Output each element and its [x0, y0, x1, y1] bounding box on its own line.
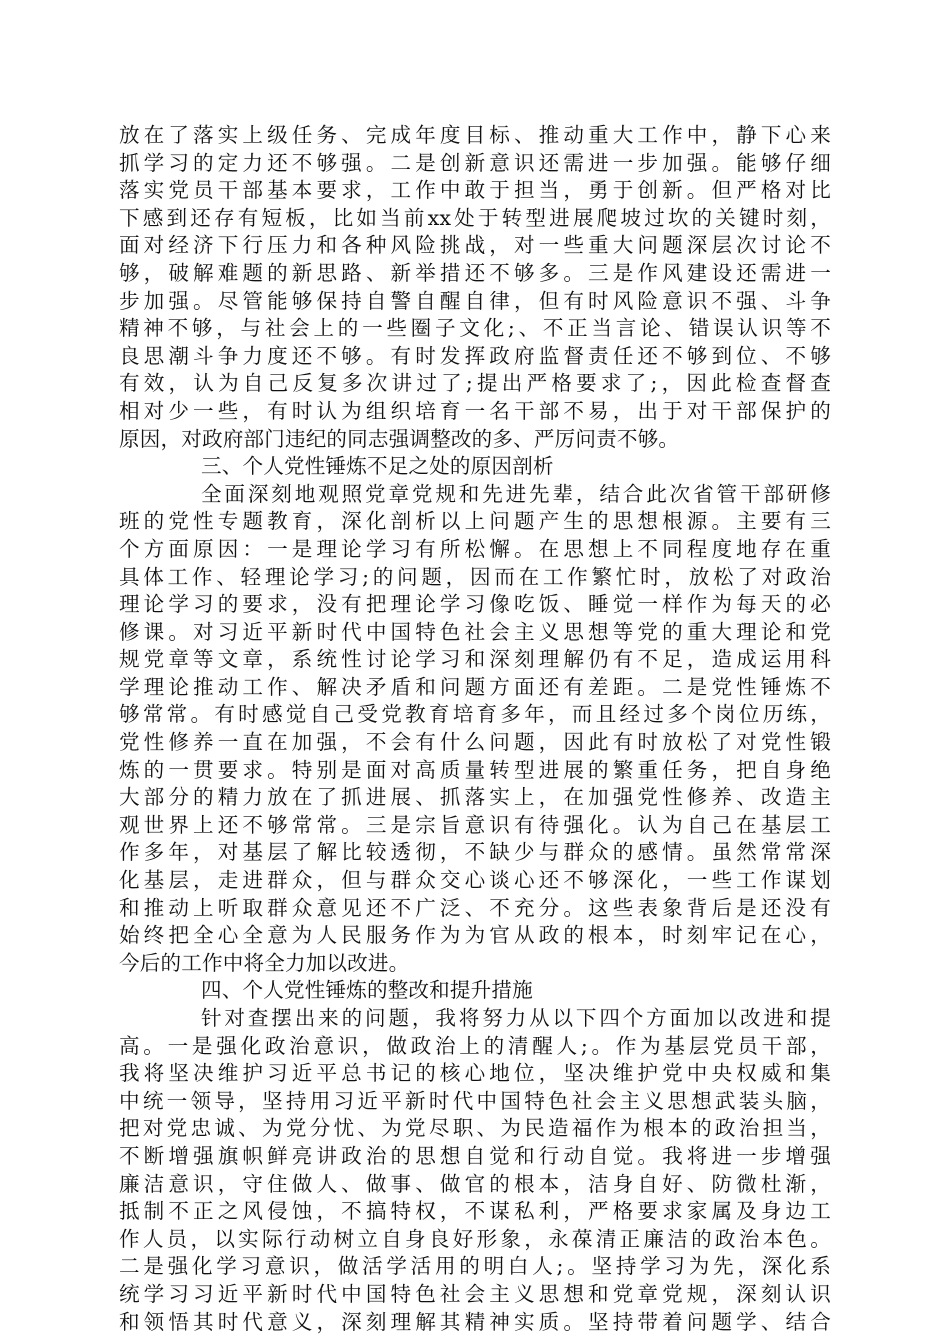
text-line: 够常常。有时感觉自己受党教育培育多年，而且经过多个岗位历练， — [119, 702, 831, 727]
text-line: 抵制不正之风侵蚀，不搞特权，不谋私利，严格要求家属及身边工 — [119, 1199, 831, 1224]
text-line: 个方面原因：一是理论学习有所松懈。在思想上不同程度地存在重 — [119, 536, 831, 561]
text-line: 学理论推动工作、解决矛盾和问题方面还有差距。二是党性锤炼不 — [119, 674, 831, 699]
text-line: 抓学习的定力还不够强。二是创新意识还需进一步加强。能够仔细 — [119, 150, 831, 175]
text-line: 把对党忠诚、为党分忧、为党尽职、为民造福作为根本的政治担当， — [119, 1116, 831, 1141]
text-line: 放在了落实上级任务、完成年度目标、推动重大工作中，静下心来 — [119, 123, 831, 147]
text-line: 良思潮斗争力度还不够。有时发挥政府监督责任还不够到位、不够 — [119, 343, 831, 368]
section-heading: 三、个人党性锤炼不足之处的原因剖析 — [201, 454, 554, 479]
text-line: 大部分的精力放在了抓进展、抓落实上，在加强党性修养、改造主 — [119, 785, 831, 810]
text-line: 具体工作、轻理论学习;的问题，因而在工作繁忙时，放松了对政治 — [119, 564, 831, 589]
section-heading: 四、个人党性锤炼的整改和提升措施 — [201, 978, 533, 1003]
text-line: 高。一是强化政治意识，做政治上的清醒人;。作为基层党员干部， — [119, 1033, 831, 1058]
text-line: 相对少一些，有时认为组织培育一名干部不易，出于对干部保护的 — [119, 398, 831, 423]
text-line: 步加强。尽管能够保持自警自醒自律，但有时风险意识不强、斗争 — [119, 288, 831, 313]
text-line: 规党章等文章，系统性讨论学习和深刻理解仍有不足，造成运用科 — [119, 647, 831, 672]
text-line: 中统一领导，坚持用习近平新时代中国特色社会主义思想武装头脑， — [119, 1088, 831, 1113]
text-line: 炼的一贯要求。特别是面对高质量转型进展的繁重任务，把自身绝 — [119, 757, 831, 782]
text-line: 作人员，以实际行动树立自身良好形象，永葆清正廉洁的政治本色。 — [119, 1226, 831, 1251]
text-line: 廉洁意识，守住做人、做事、做官的根本，洁身自好、防微杜渐， — [119, 1171, 831, 1196]
text-line: 今后的工作中将全力加以改进。 — [119, 950, 410, 975]
text-line: 和领悟其时代意义，深刻理解其精神实质。坚持带着问题学、结合 — [119, 1309, 831, 1334]
document-body — [119, 122, 831, 1336]
text-line: 和推动上听取群众意见还不广泛、不充分。这些表象背后是还没有 — [119, 895, 831, 920]
text-line: 班的党性专题教育，深化剖析以上问题产生的思想根源。主要有三 — [119, 509, 831, 534]
text-line: 针对查摆出来的问题，我将努力从以下四个方面加以改进和提 — [201, 1006, 831, 1030]
text-line: 全面深刻地观照党章党规和先进先辈，结合此次省管干部研修 — [201, 481, 831, 506]
text-line: 我将坚决维护习近平总书记的核心地位，坚决维护党中央权威和集 — [119, 1061, 831, 1086]
text-line: 精神不够，与社会上的一些圈子文化;、不正当言论、错误认识等不 — [119, 316, 831, 341]
text-line: 修课。对习近平新时代中国特色社会主义思想等党的重大理论和党 — [119, 619, 831, 644]
text-line: 落实党员干部基本要求，工作中敢于担当，勇于创新。但严格对比 — [119, 178, 831, 203]
text-line: 下感到还存有短板，比如当前xx处于转型进展爬坡过坎的关键时刻， — [119, 205, 831, 230]
text-line: 始终把全心全意为人民服务作为为官从政的根本，时刻牢记在心， — [119, 923, 831, 948]
text-line: 理论学习的要求，没有把理论学习像吃饭、睡觉一样作为每天的必 — [119, 592, 831, 617]
text-line: 原因，对政府部门违纪的同志强调整改的多、严厉问责不够。 — [119, 426, 680, 451]
text-line: 统学习习近平新时代中国特色社会主义思想和党章党规，深刻认识 — [119, 1281, 831, 1306]
text-line: 党性修养一直在加强，不会有什么问题，因此有时放松了对党性锻 — [119, 730, 831, 755]
text-line: 有效，认为自己反复多次讲过了;提出严格要求了;，因此检查督查 — [119, 371, 831, 396]
text-line: 二是强化学习意识，做活学活用的明白人;。坚持学习为先，深化系 — [119, 1254, 831, 1279]
text-line: 作多年，对基层了解比较透彻，不缺少与群众的感情。虽然常常深 — [119, 840, 831, 865]
text-line: 面对经济下行压力和各种风险挑战，对一些重大问题深层次讨论不 — [119, 233, 831, 258]
text-line: 观世界上还不够常常。三是宗旨意识有待强化。认为自己在基层工 — [119, 812, 831, 837]
text-line: 不断增强旗帜鲜亮讲政治的思想自觉和行动自觉。我将进一步增强 — [119, 1143, 831, 1168]
text-line: 化基层，走进群众，但与群众交心谈心还不够深化，一些工作谋划 — [119, 868, 831, 893]
text-line: 够，破解难题的新思路、新举措还不够多。三是作风建设还需进一 — [119, 260, 831, 285]
